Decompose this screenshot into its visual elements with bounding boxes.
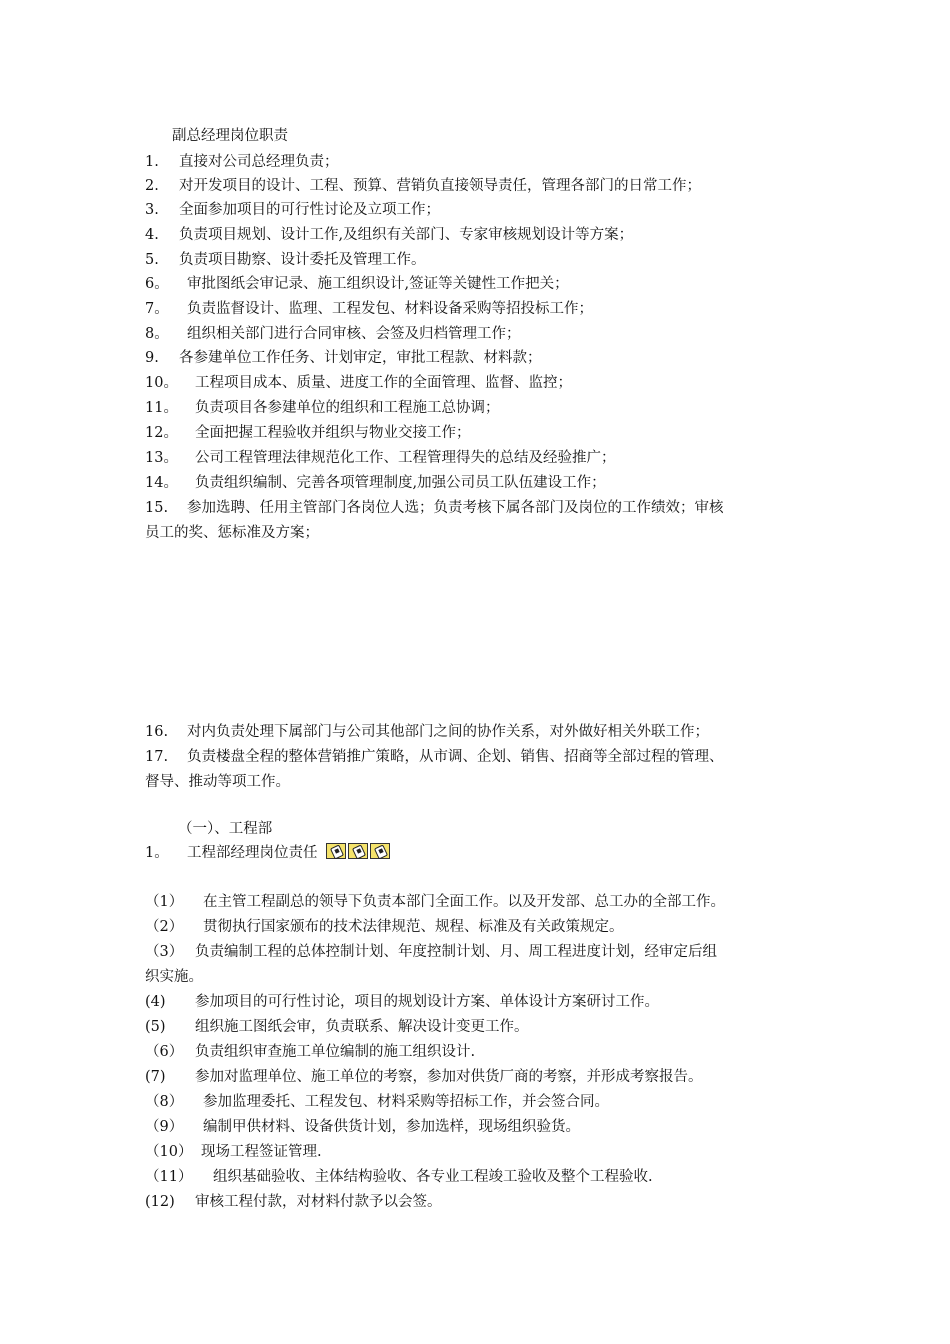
item-number: 3. [145, 202, 159, 218]
document-icon[interactable] [348, 843, 368, 859]
item-number: （2） [145, 919, 184, 935]
list-item [145, 498, 815, 518]
item-number: 10。 [145, 375, 178, 391]
item-number: 2. [145, 178, 159, 194]
item-text: 各参建单位工作任务、计划审定，审批工程款、材料款； [179, 350, 542, 366]
list-item [145, 747, 815, 767]
document-icon[interactable] [326, 843, 346, 859]
list-item [145, 324, 815, 344]
list-item [145, 1042, 815, 1062]
section-title: 副总经理岗位职责 [172, 128, 288, 144]
list-item [145, 1017, 815, 1037]
item-text: 对内负责处理下属部门与公司其他部门之间的协作关系，对外做好相关外联工作； [187, 724, 709, 740]
item-number: 7。 [145, 301, 169, 317]
list-item [145, 225, 815, 245]
list-item [145, 942, 815, 962]
item-number: 8。 [145, 326, 169, 342]
list-item [145, 1167, 815, 1187]
item-number: 4. [145, 227, 159, 243]
item-number: （3） [145, 944, 184, 960]
section-heading: （一）、工程部 [178, 821, 273, 837]
item-text: 负责楼盘全程的整体营销推广策略，从市调、企划、销售、招商等全部过程的管理、 [187, 749, 724, 765]
list-item [145, 423, 815, 443]
list-item [145, 200, 815, 220]
item-number: (4) [145, 994, 166, 1010]
item-number: 14。 [145, 475, 178, 491]
item-number: 13。 [145, 450, 178, 466]
item-number: （10） [145, 1144, 193, 1160]
list-item [145, 176, 815, 196]
item-text: 现场工程签证管理. [201, 1144, 322, 1160]
list-item [145, 1142, 815, 1162]
list-item-continuation: 员工的奖、惩标准及方案； [145, 525, 319, 541]
item-text: 负责项目规划、设计工作,及组织有关部门、专家审核规划设计等方案； [179, 227, 634, 243]
item-number: 1. [145, 154, 159, 170]
subsection-title [145, 843, 815, 863]
item-text: 编制甲供材料、设备供货计划，参加选样，现场组织验货。 [203, 1119, 580, 1135]
item-text: 参加监理委托、工程发包、材料采购等招标工作，并会签合同。 [203, 1094, 609, 1110]
list-item [145, 473, 815, 493]
document-icon[interactable] [370, 843, 390, 859]
list-item [145, 299, 815, 319]
item-text: 全面把握工程验收并组织与物业交接工作； [195, 425, 471, 441]
list-item [145, 1192, 815, 1212]
list-item [145, 1092, 815, 1112]
item-text: 负责组织编制、完善各项管理制度,加强公司员工队伍建设工作； [195, 475, 606, 491]
item-number: 6。 [145, 276, 169, 292]
list-item [145, 348, 815, 368]
item-number: (12) [145, 1194, 175, 1210]
list-item [145, 992, 815, 1012]
item-text: 组织相关部门进行合同审核、会签及归档管理工作； [187, 326, 521, 342]
item-text: 组织施工图纸会审，负责联系、解决设计变更工作。 [195, 1019, 529, 1035]
item-number: （6） [145, 1044, 184, 1060]
item-number: 15. [145, 500, 169, 516]
item-number: 11。 [145, 400, 178, 416]
item-number: （11） [145, 1169, 193, 1185]
icon-strip [326, 843, 390, 859]
item-text: 参加对监理单位、施工单位的考察，参加对供货厂商的考察，并形成考察报告。 [195, 1069, 703, 1085]
list-item [145, 722, 815, 742]
list-item [145, 398, 815, 418]
item-text: 贯彻执行国家颁布的技术法律规范、规程、标准及有关政策规定。 [203, 919, 624, 935]
list-item [145, 152, 815, 172]
item-text: 审核工程付款，对材料付款予以会签。 [195, 1194, 442, 1210]
list-item [145, 917, 815, 937]
item-number: 1。 [145, 845, 169, 861]
list-item [145, 1067, 815, 1087]
item-text: 参加项目的可行性讨论，项目的规划设计方案、单体设计方案研讨工作。 [195, 994, 659, 1010]
item-number: （9） [145, 1119, 184, 1135]
item-text: 在主管工程副总的领导下负责本部门全面工作。以及开发部、总工办的全部工作。 [203, 894, 725, 910]
item-text: 审批图纸会审记录、施工组织设计,签证等关键性工作把关； [187, 276, 569, 292]
list-item-continuation: 督导、推动等项工作。 [145, 774, 290, 790]
item-text: 全面参加项目的可行性讨论及立项工作； [179, 202, 440, 218]
item-text: 负责监督设计、监理、工程发包、材料设备采购等招投标工作； [187, 301, 593, 317]
list-item [145, 892, 815, 912]
list-item [145, 274, 815, 294]
item-text: 工程项目成本、质量、进度工作的全面管理、监督、监控； [195, 375, 572, 391]
item-number: （8） [145, 1094, 184, 1110]
item-number: 17. [145, 749, 169, 765]
subsection-title-text: 工程部经理岗位责任 [187, 845, 318, 861]
item-number: (5) [145, 1019, 166, 1035]
item-text: 负责项目勘察、设计委托及管理工作。 [179, 252, 426, 268]
item-text: 参加选聘、任用主管部门各岗位人选；负责考核下属各部门及岗位的工作绩效；审核 [187, 500, 724, 516]
item-number: （1） [145, 894, 184, 910]
item-number: 12。 [145, 425, 178, 441]
item-text: 组织基础验收、主体结构验收、各专业工程竣工验收及整个工程验收. [213, 1169, 653, 1185]
list-item [145, 250, 815, 270]
list-item-continuation: 织实施。 [145, 969, 203, 985]
item-text: 对开发项目的设计、工程、预算、营销负直接领导责任，管理各部门的日常工作； [179, 178, 701, 194]
item-text: 负责项目各参建单位的组织和工程施工总协调； [195, 400, 500, 416]
item-text: 负责组织审查施工单位编制的施工组织设计. [195, 1044, 476, 1060]
item-number: 5. [145, 252, 159, 268]
item-number: 9. [145, 350, 159, 366]
list-item [145, 373, 815, 393]
item-text: 公司工程管理法律规范化工作、工程管理得失的总结及经验推广； [195, 450, 616, 466]
list-item [145, 448, 815, 468]
item-number: 16. [145, 724, 169, 740]
item-number: (7) [145, 1069, 166, 1085]
item-text: 负责编制工程的总体控制计划、年度控制计划、月、周工程进度计划，经审定后组 [195, 944, 717, 960]
list-item [145, 1117, 815, 1137]
item-text: 直接对公司总经理负责； [179, 154, 339, 170]
